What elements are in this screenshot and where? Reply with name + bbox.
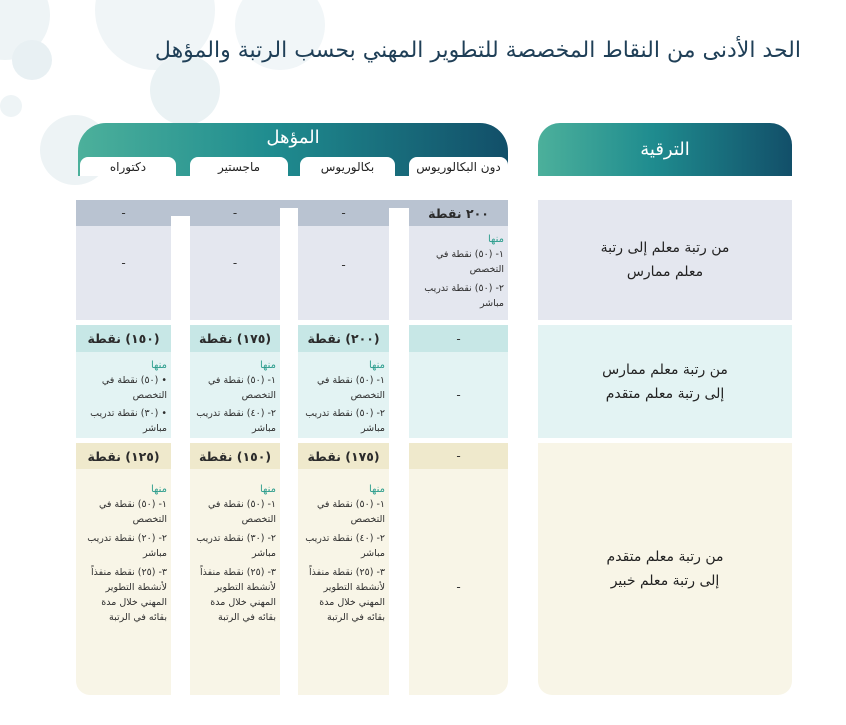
row1-bachelor-dash-body: - — [341, 258, 346, 272]
row3-doctorate-details — [76, 476, 171, 686]
col-header-master: ماجستير — [190, 157, 288, 176]
detail-item: ٢- (٤٠) نقطة تدريب مباشر — [196, 408, 276, 434]
detail-item: • (٥٠) نقطة في التخصص — [101, 375, 167, 401]
column-gap — [389, 208, 409, 320]
decor-bubble — [150, 55, 220, 125]
min-label: منها — [368, 360, 385, 371]
row2-doctorate-details — [76, 352, 171, 438]
row1-promotion — [538, 200, 792, 320]
row2-doctorate-points: (١٥٠) نقطة — [87, 331, 160, 346]
row2-bachelor-points: (٢٠٠) نقطة — [307, 331, 380, 346]
row1-doctorate-dash-body: - — [121, 256, 126, 270]
row1-promotion-line1: من رتبة معلم إلى رتبة — [600, 240, 730, 256]
row3-doctorate-points: (١٢٥) نقطة — [87, 448, 160, 464]
row2-below-bachelor-dash-body: - — [456, 388, 461, 402]
detail-item: ١- (٥٠) نقطة في التخصص — [435, 249, 504, 275]
row2-promotion-line1: من رتبة معلم ممارس — [602, 361, 728, 378]
row1-below-bachelor-details — [409, 226, 508, 320]
decor-bubble — [0, 95, 22, 117]
min-label: منها — [259, 484, 276, 495]
detail-item: ١- (٥٠) نقطة في التخصص — [207, 499, 276, 525]
detail-item: ٢- (٥٠) نقطة تدريب مباشر — [424, 283, 504, 309]
detail-item: ١- (٥٠) نقطة في التخصص — [316, 375, 385, 401]
column-gap — [171, 216, 190, 320]
min-label: منها — [259, 360, 276, 371]
promotion-header: الترقية — [538, 123, 792, 176]
detail-item: ٢- (٤٠) نقطة تدريب مباشر — [305, 533, 385, 559]
detail-item: ٣- (٢٥) نقطة منفذاً لأنشطة التطوير المهني خلال مدة بقائه في الرتبة — [91, 567, 167, 623]
row3-promotion-line1: من رتبة معلم متقدم — [606, 549, 724, 565]
col-header-bachelor: بكالوريوس — [300, 157, 395, 176]
row2-master-points: (١٧٥) نقطة — [198, 331, 272, 346]
row1-master-dash-body: - — [232, 256, 238, 270]
column-gap — [389, 325, 409, 438]
row1-doctorate-dash-top: - — [121, 206, 126, 220]
qualification-header: المؤهل — [78, 123, 508, 176]
min-label: منها — [150, 484, 167, 495]
detail-item: ١- (٥٠) نقطة في التخصص — [316, 499, 385, 525]
detail-item: ٣- (٢٥) نقطة منفذاً لأنشطة التطوير المهني خلال مدة بقائه في الرتبة — [200, 567, 276, 623]
detail-item: • (٣٠) نقطة تدريب مباشر — [90, 408, 167, 434]
column-gap — [280, 325, 298, 438]
row1-below-bachelor-points: ٢٠٠ نقطة — [428, 205, 489, 221]
min-label: منها — [487, 234, 504, 245]
row1-master-dash-top: - — [232, 206, 238, 220]
row3-bachelor-points: (١٧٥) نقطة — [307, 448, 380, 464]
row2-promotion-line2: إلى رتبة معلم متقدم — [605, 385, 725, 402]
row3-master-details — [190, 476, 280, 686]
detail-item: ٣- (٢٥) نقطة منفذاً لأنشطة التطوير المهني خلال مدة بقائه في الرتبة — [309, 567, 385, 623]
detail-item: ٢- (٣٠) نقطة تدريب مباشر — [196, 533, 276, 559]
row2-master-details — [190, 352, 280, 438]
row3-promotion-line2: إلى رتبة معلم خبير — [610, 573, 720, 589]
column-gap — [171, 325, 190, 438]
col-header-below-bachelor: دون البكالوريوس — [409, 157, 508, 176]
detail-item: ١- (٥٠) نقطة في التخصص — [98, 499, 167, 525]
row1-bachelor-dash-top: - — [341, 206, 346, 220]
row2-below-bachelor-dash-top: - — [456, 331, 461, 346]
page-title: الحد الأدنى من النقاط المخصصة للتطوير المهني بحسب الرتبة والمؤهل — [154, 38, 801, 63]
row3-bachelor-details — [298, 476, 389, 686]
detail-item: ٢- (٢٠) نقطة تدريب مباشر — [87, 533, 167, 559]
row3-master-points: (١٥٠) نقطة — [198, 448, 272, 464]
row3-below-bachelor-dash-body: - — [456, 580, 461, 594]
min-label: منها — [150, 360, 167, 371]
row2-promotion — [538, 325, 792, 438]
column-gap — [280, 208, 298, 320]
row2-bachelor-details — [298, 352, 389, 438]
row3-below-bachelor-dash-top: - — [456, 449, 461, 463]
detail-item: ٢- (٥٠) نقطة تدريب مباشر — [305, 408, 385, 434]
col-header-doctorate: دكتوراه — [80, 157, 176, 176]
column-gap — [280, 443, 298, 695]
column-gap — [389, 443, 409, 695]
row1-promotion-line2: معلم ممارس — [626, 264, 704, 280]
min-label: منها — [368, 484, 385, 495]
column-gap — [171, 443, 190, 695]
row3-promotion — [538, 443, 792, 695]
detail-item: ١- (٥٠) نقطة في التخصص — [207, 375, 276, 401]
